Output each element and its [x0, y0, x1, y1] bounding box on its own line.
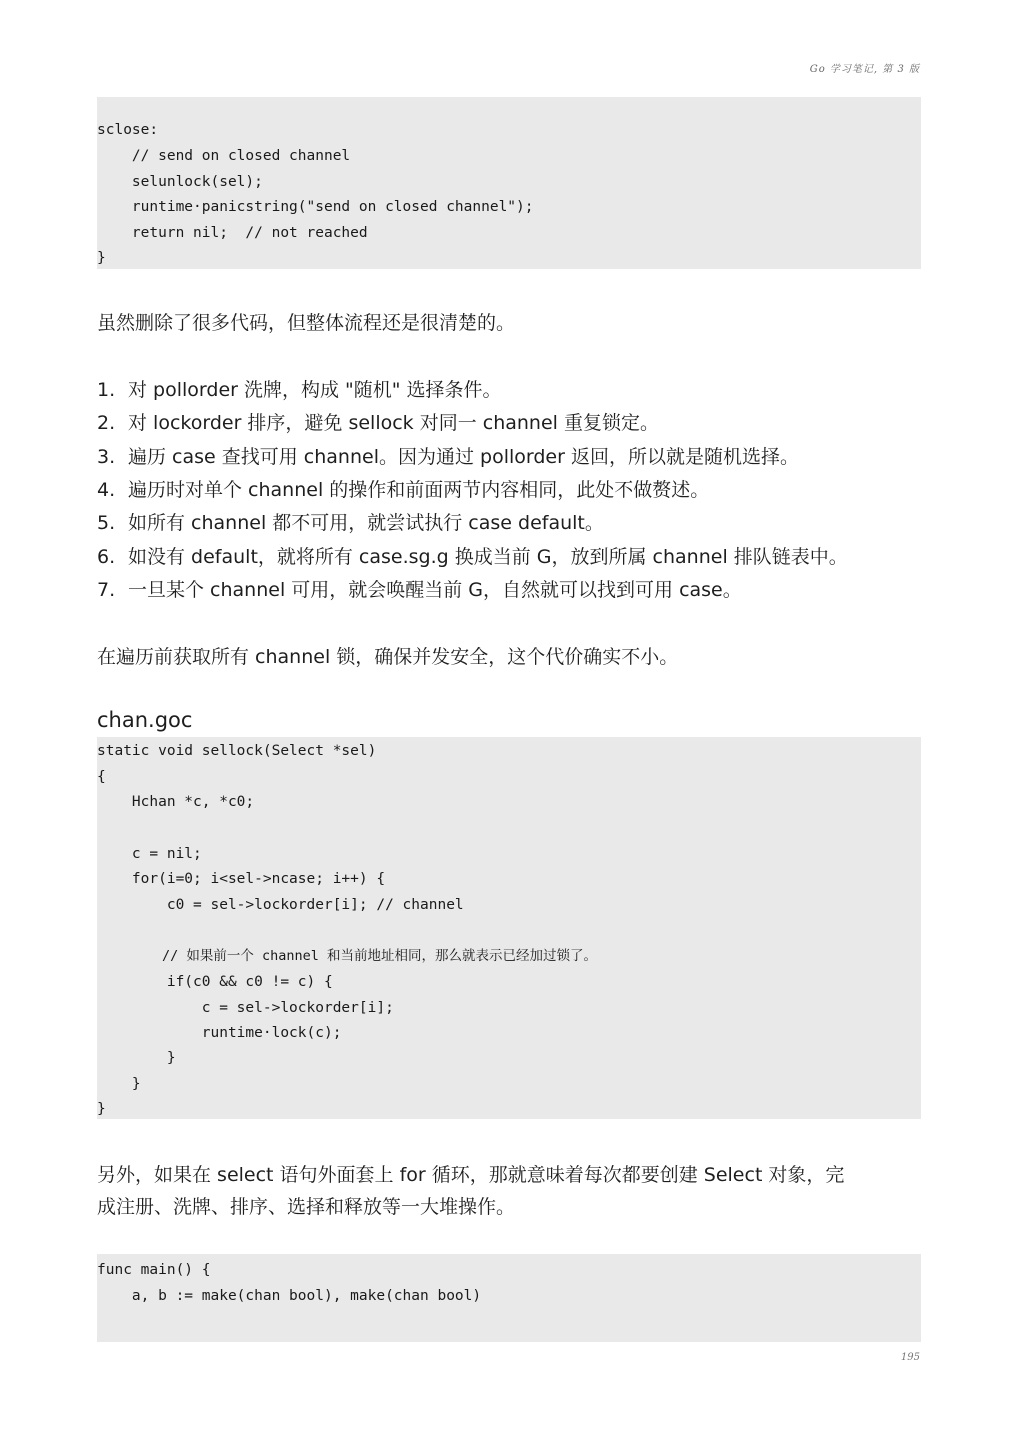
list-item-text: 对 lockorder 排序，避免 sellock 对同一 channel 重复锁定。 [128, 412, 659, 434]
code-comment-line: // 如果前一个 channel 和当前地址相同，那么就表示已经加过锁了。 [97, 948, 598, 964]
list-item-number: 6. [97, 546, 116, 568]
code-line: runtime·panicstring("send on closed channel"); [97, 199, 534, 215]
list-item-number: 1. [97, 379, 116, 401]
code-file-title: chan.goc [97, 708, 193, 732]
page-number: 195 [900, 1352, 920, 1363]
paragraph-select-loop-line-1: 另外，如果在 select 语句外面套上 for 循环，那就意味着每次都要创建 Select 对象，完 [97, 1164, 845, 1186]
code-line: } [97, 1101, 106, 1117]
list-item [97, 541, 848, 574]
list-item-number: 5. [97, 512, 116, 534]
list-item-text: 如所有 channel 都不可用，就尝试执行 case default。 [128, 512, 604, 534]
list-item-number: 3. [97, 446, 116, 468]
code-block-sclose [97, 97, 921, 269]
code-line: } [97, 250, 106, 266]
code-line: for(i=0; i<sel->ncase; i++) { [97, 871, 386, 887]
running-header: Go 学习笔记, 第 3 版 [809, 64, 920, 75]
list-item-number: 2. [97, 412, 116, 434]
code-line: Hchan *c, *c0; [97, 794, 255, 810]
code-line: return nil; // not reached [97, 225, 368, 241]
list-item [97, 407, 659, 440]
list-item-text: 遍历时对单个 channel 的操作和前面两节内容相同，此处不做赘述。 [128, 479, 710, 501]
code-line: if(c0 && c0 != c) { [97, 974, 333, 990]
list-item-number: 4. [97, 479, 116, 501]
code-line: selunlock(sel); [97, 174, 263, 190]
list-item [97, 507, 604, 540]
list-item [97, 441, 799, 474]
code-line: } [97, 1076, 141, 1092]
list-item-number: 7. [97, 579, 116, 601]
code-line: // send on closed channel [97, 148, 351, 164]
code-line: } [97, 1050, 176, 1066]
list-item-text: 遍历 case 查找可用 channel。因为通过 pollorder 返回，所以就是随机选择。 [128, 446, 799, 468]
list-item [97, 474, 709, 507]
code-line: sclose: [97, 122, 159, 138]
code-line: func main() { [97, 1262, 211, 1278]
list-item-text: 一旦某个 channel 可用，就会唤醒当前 G，自然就可以找到可用 case。 [128, 579, 742, 601]
code-line: c = nil; [97, 846, 202, 862]
code-line: a, b := make(chan bool), make(chan bool) [97, 1288, 482, 1304]
list-item-text: 对 pollorder 洗牌，构成 "随机" 选择条件。 [128, 379, 502, 401]
code-line: c = sel->lockorder[i]; [97, 1000, 394, 1016]
paragraph-summary: 虽然删除了很多代码，但整体流程还是很清楚的。 [97, 312, 516, 334]
code-line: static void sellock(Select *sel) [97, 743, 377, 759]
code-line: c0 = sel->lockorder[i]; // channel [97, 897, 464, 913]
paragraph-lock-cost: 在遍历前获取所有 channel 锁，确保并发安全，这个代价确实不小。 [97, 646, 679, 668]
code-block-main [97, 1254, 921, 1342]
code-block-sellock [97, 737, 921, 1119]
list-item [97, 374, 502, 407]
paragraph-select-loop-line-2: 成注册、洗牌、排序、选择和释放等一大堆操作。 [97, 1196, 516, 1218]
code-line: { [97, 769, 106, 785]
code-line: runtime·lock(c); [97, 1025, 342, 1041]
list-item-text: 如没有 default，就将所有 case.sg.g 换成当前 G，放到所属 channel 排队链表中。 [128, 546, 848, 568]
list-item [97, 574, 742, 607]
